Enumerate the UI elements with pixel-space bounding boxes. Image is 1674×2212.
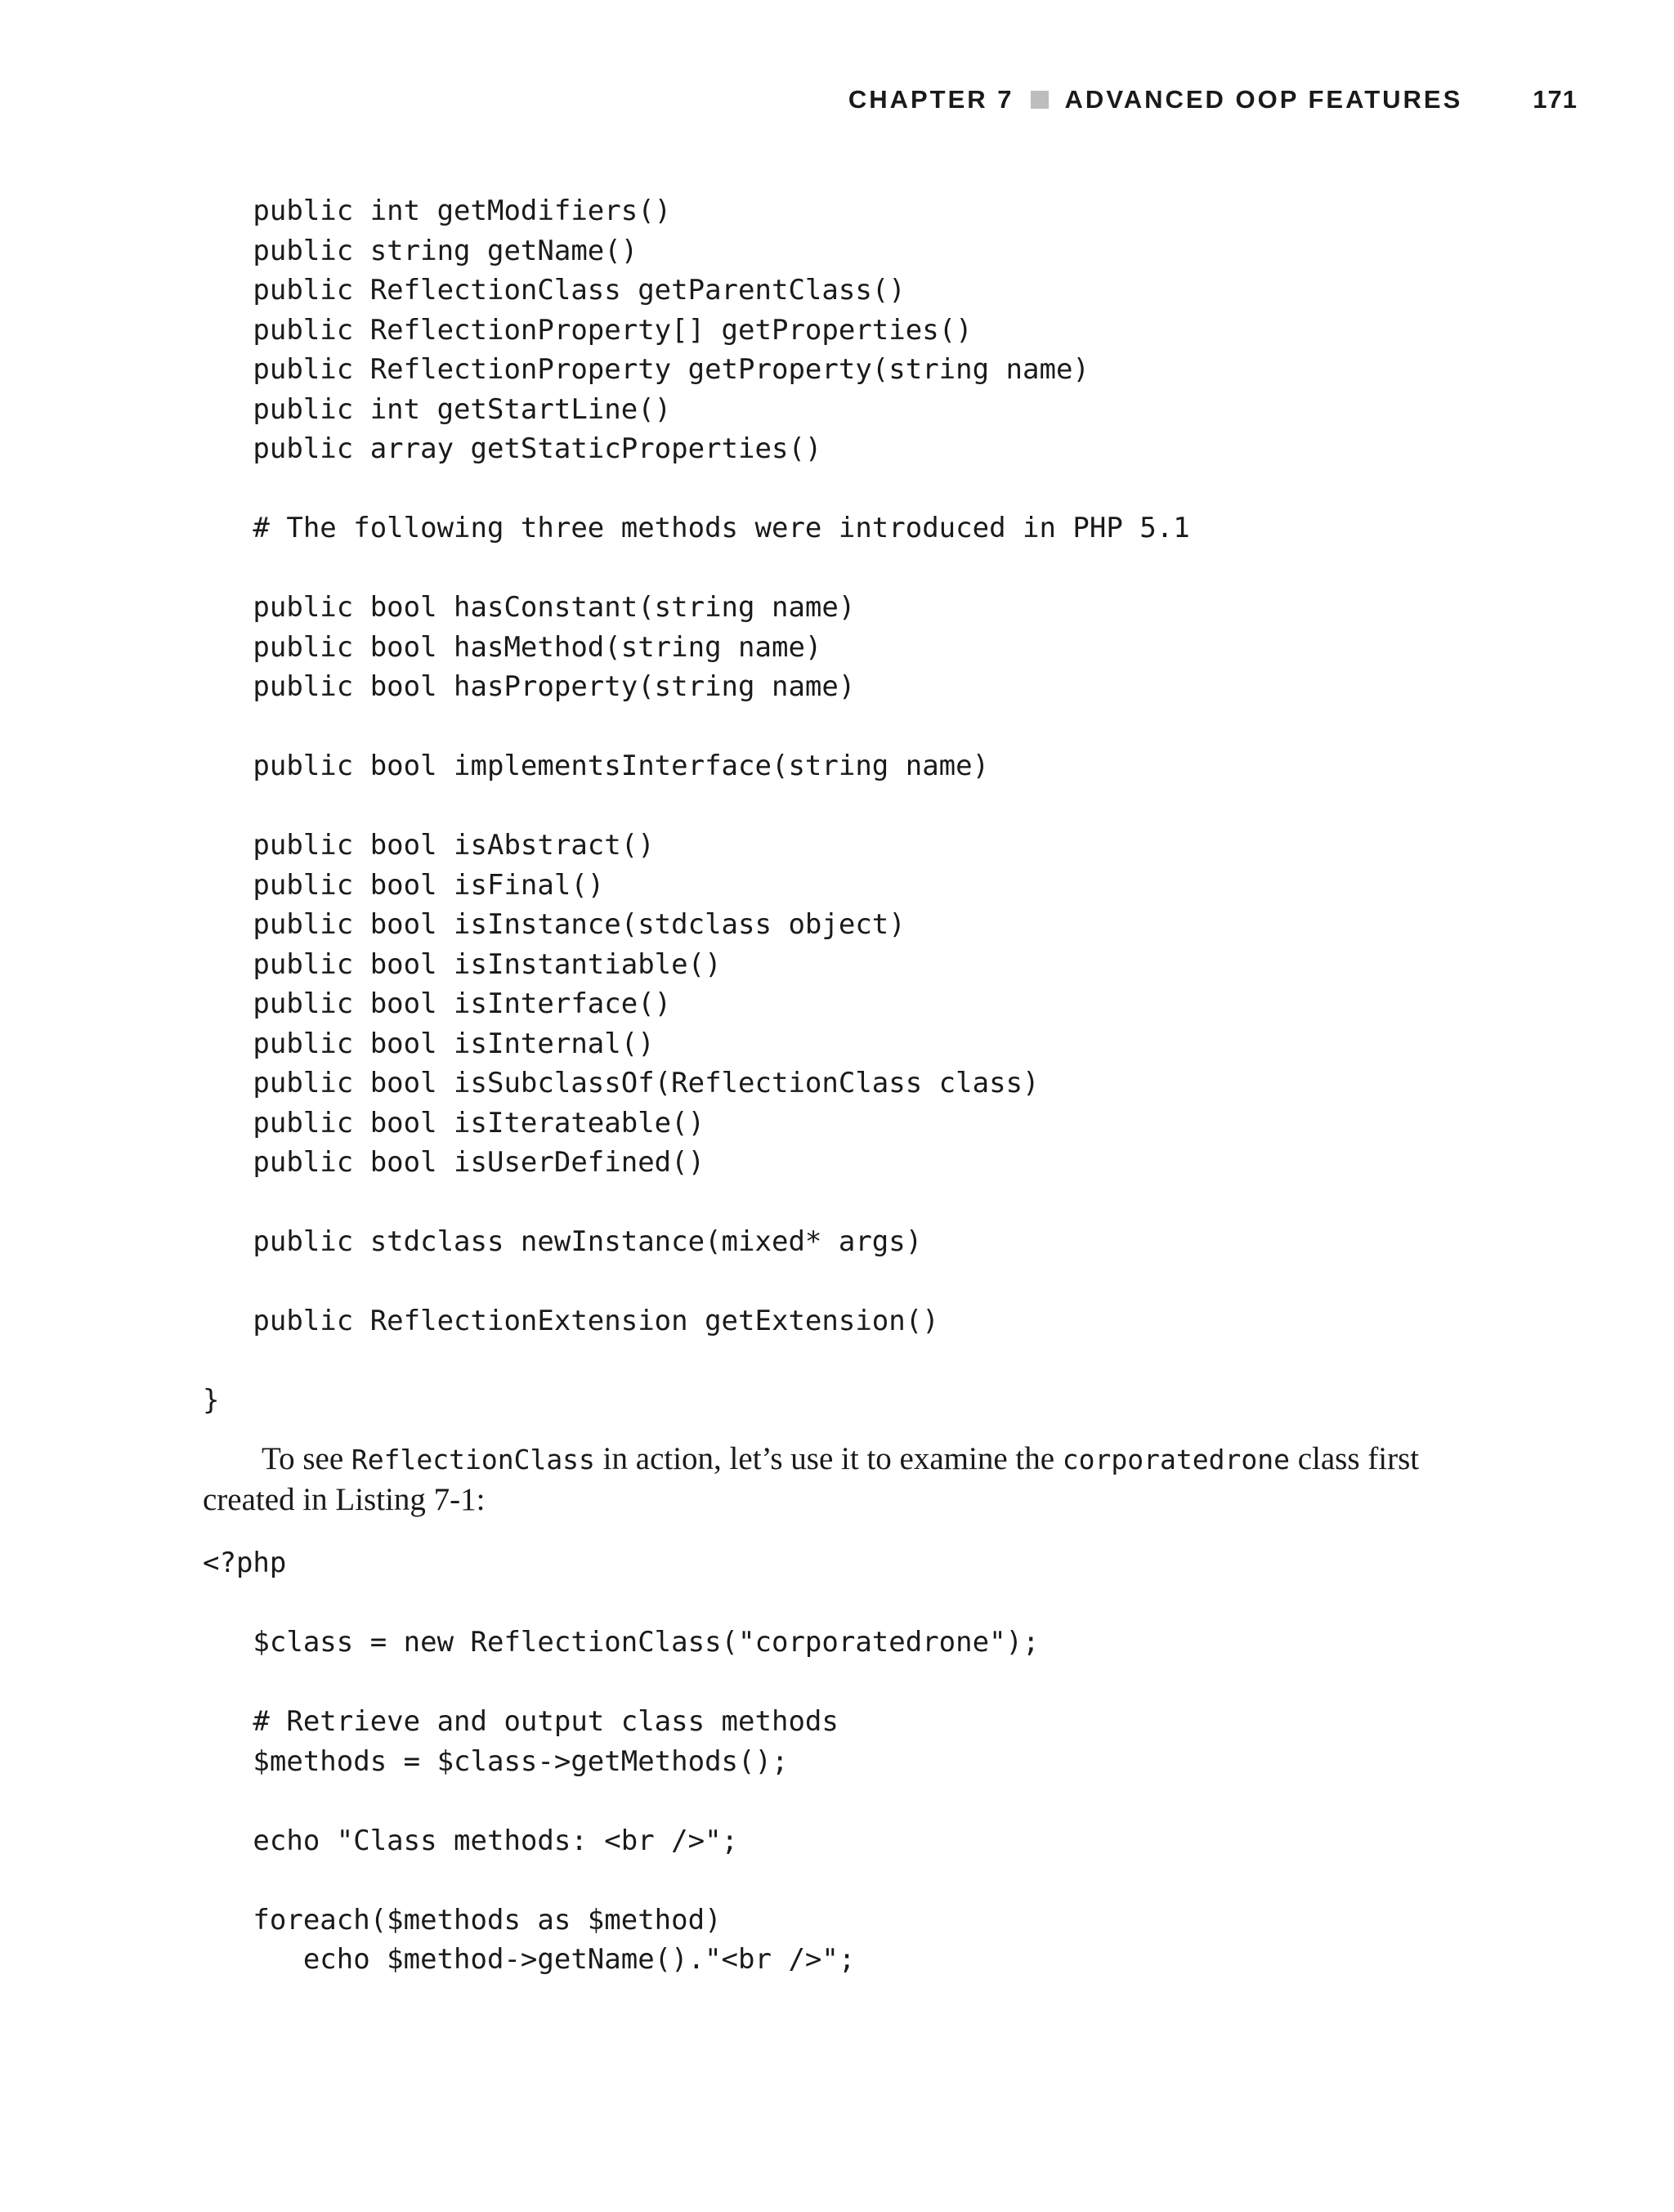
code-line: public bool isIterateable() [203, 1106, 705, 1140]
code-comment: # The following three methods were introduced in PHP 5.1 [203, 512, 1190, 544]
code-line: $class = new ReflectionClass("corporatedrone"); [203, 1626, 1040, 1659]
code-line [203, 1860, 1040, 1901]
running-header [0, 83, 1578, 116]
code-line [203, 549, 1190, 589]
code-line: public bool isAbstract() [203, 829, 655, 862]
code-line [203, 469, 1190, 509]
code-listing-reflectionclass-methods [203, 191, 1190, 1421]
code-line: public ReflectionProperty[] getProperties() [203, 313, 973, 347]
code-line: echo $method->getName()."<br />"; [203, 1943, 856, 1976]
code-line: public int getModifiers() [203, 195, 672, 227]
code-listing-php-example [203, 1543, 1040, 1980]
code-line: public string getName() [203, 234, 638, 267]
section-title: ADVANCED OOP FEATURES [1064, 85, 1463, 114]
code-line: public bool isSubclassOf(ReflectionClass class) [203, 1067, 1040, 1099]
body-paragraph [203, 1439, 1429, 1520]
paragraph-text: in action, let’s use it to examine the [594, 1441, 1063, 1476]
code-comment: # Retrieve and output class methods [203, 1705, 839, 1738]
code-line [203, 1583, 1040, 1623]
code-line: public array getStaticProperties() [203, 432, 822, 465]
code-line [203, 1781, 1040, 1821]
code-line [203, 1262, 1190, 1302]
code-line: public ReflectionProperty getProperty(string name) [203, 353, 1090, 386]
paragraph-text: To see [262, 1441, 351, 1476]
code-line: echo "Class methods: <br />"; [203, 1824, 739, 1857]
code-line: public bool hasProperty(string name) [203, 670, 856, 703]
paragraph-text: class first created in Listing 7-1: [203, 1441, 1420, 1517]
code-line: public ReflectionExtension getExtension() [203, 1305, 939, 1337]
code-line: public bool isInternal() [203, 1027, 655, 1060]
code-line: public stdclass newInstance(mixed* args) [203, 1225, 923, 1258]
code-line: public bool isInterface() [203, 987, 672, 1020]
page-number: 171 [1533, 85, 1578, 114]
code-line: foreach($methods as $method) [203, 1903, 722, 1937]
code-line [203, 1183, 1190, 1223]
code-line [203, 786, 1190, 826]
code-line: public bool isUserDefined() [203, 1146, 705, 1179]
closing-brace: } [203, 1384, 220, 1417]
code-line [203, 707, 1190, 747]
code-line [203, 1663, 1040, 1703]
code-line: public bool hasMethod(string name) [203, 630, 822, 664]
code-line: public bool isFinal() [203, 868, 605, 902]
code-line: public ReflectionClass getParentClass() [203, 274, 906, 307]
inline-code-corporatedrone: corporatedrone [1062, 1444, 1290, 1475]
separator-square-icon [1031, 91, 1049, 109]
chapter-label: CHAPTER 7 [848, 85, 1014, 114]
code-line: $methods = $class->getMethods(); [203, 1744, 789, 1778]
code-line: public bool hasConstant(string name) [203, 591, 856, 624]
code-line: public bool implementsInterface(string name) [203, 750, 990, 782]
inline-code-reflectionclass: ReflectionClass [351, 1444, 595, 1475]
code-line: public bool isInstantiable() [203, 947, 722, 981]
code-line [203, 1341, 1190, 1381]
code-line: public bool isInstance(stdclass object) [203, 908, 906, 941]
code-line: public int getStartLine() [203, 392, 672, 426]
code-line: <?php [203, 1547, 287, 1579]
